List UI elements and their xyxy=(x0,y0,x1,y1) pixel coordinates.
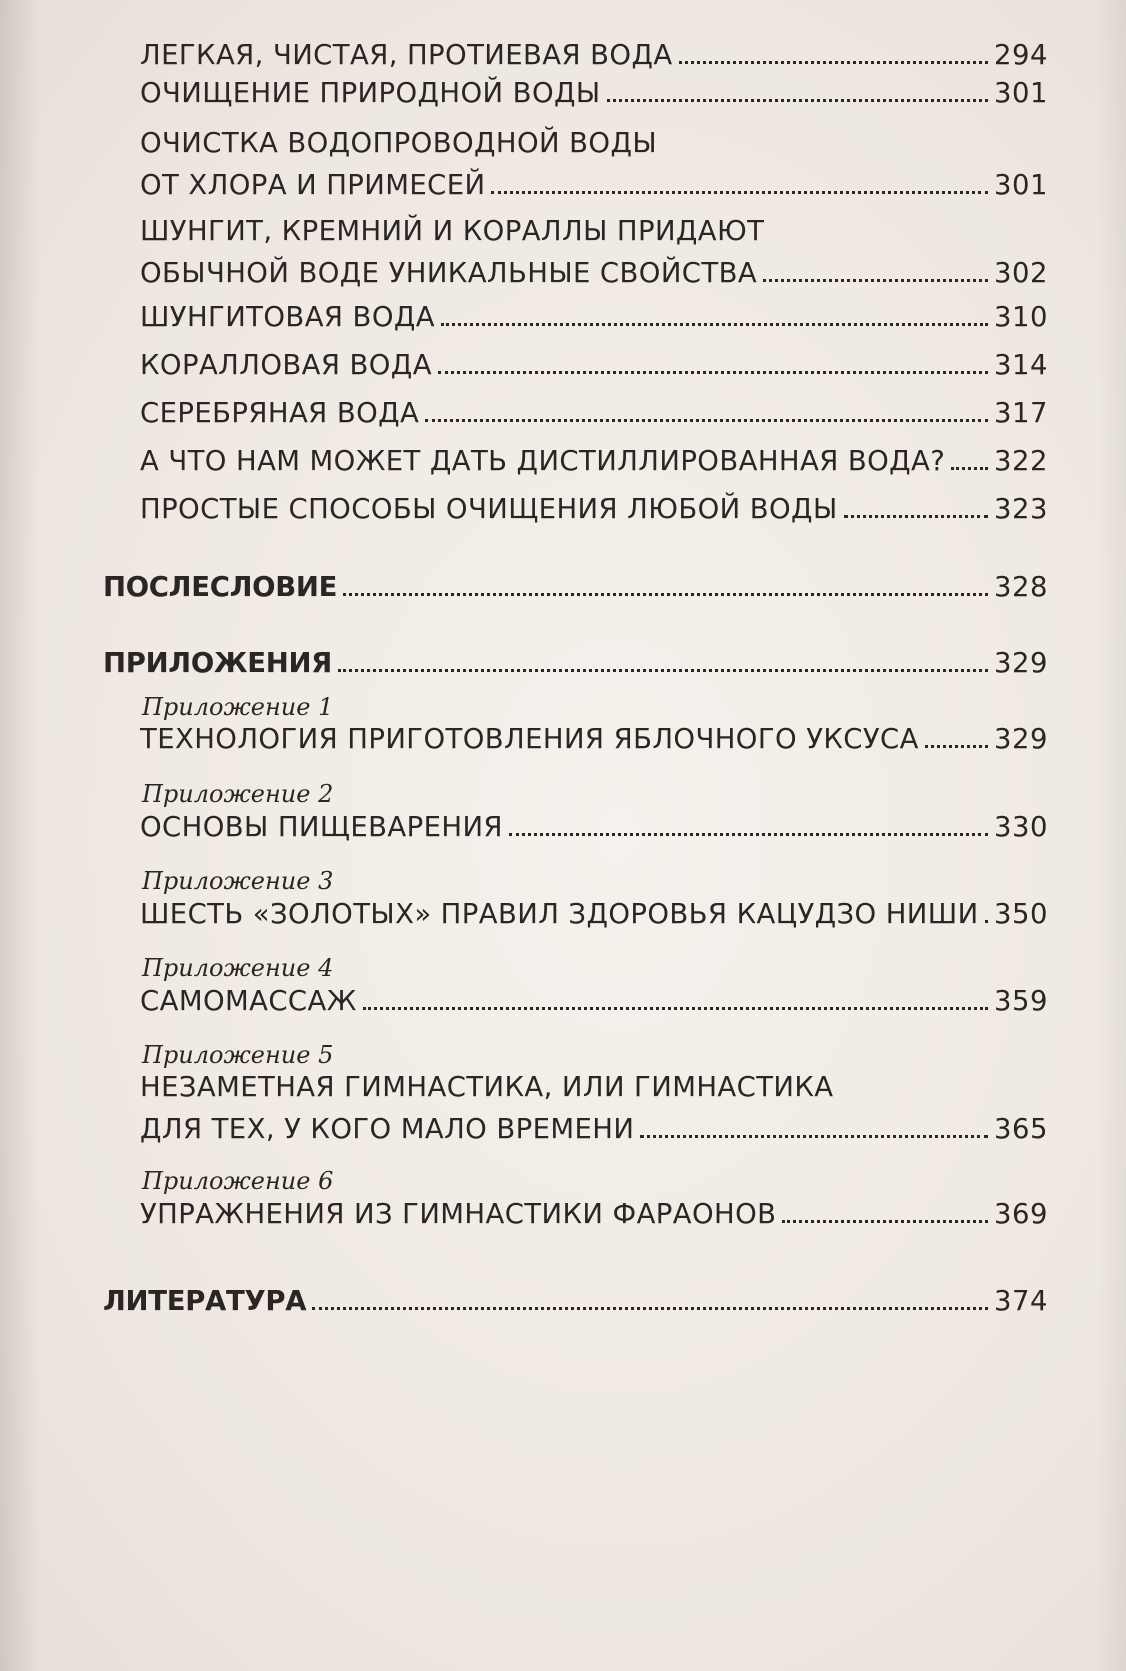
toc-entry-page: 323 xyxy=(994,493,1048,525)
toc-section-page: 374 xyxy=(994,1285,1048,1317)
toc-section-page: 329 xyxy=(994,647,1048,679)
dot-leader xyxy=(312,1303,988,1310)
toc-entry-title: ОСНОВЫ ПИЩЕВАРЕНИЯ xyxy=(140,811,503,843)
toc-entry-page: 301 xyxy=(994,169,1048,201)
toc-section-afterword xyxy=(103,566,1048,608)
toc-entry xyxy=(140,440,1048,482)
toc-entry-page: 294 xyxy=(994,39,1048,71)
dot-leader xyxy=(763,275,988,282)
dot-leader xyxy=(343,589,988,596)
toc-entry-page: 317 xyxy=(994,397,1048,429)
toc-entry-title: ОБЫЧНОЙ ВОДЕ УНИКАЛЬНЫЕ СВОЙСТВА xyxy=(140,257,758,289)
toc-entry xyxy=(140,488,1048,530)
toc-entry xyxy=(140,1066,1048,1150)
toc-entry-title-line1: НЕЗАМЕТНАЯ ГИМНАСТИКА, ИЛИ ГИМНАСТИКА xyxy=(140,1071,834,1103)
toc-entry xyxy=(140,34,1048,76)
toc-entry-title: А ЧТО НАМ МОЖЕТ ДАТЬ ДИСТИЛЛИРОВАННАЯ ВОДА? xyxy=(140,445,946,477)
toc-entry-page: 329 xyxy=(994,723,1048,755)
toc-entry xyxy=(140,980,1048,1022)
appendix-label: Приложение 1 xyxy=(142,693,334,721)
toc-entry-page: 314 xyxy=(994,349,1048,381)
toc-entry-title: ЛЕГКАЯ, ЧИСТАЯ, ПРОТИЕВАЯ ВОДА xyxy=(140,39,673,71)
toc-section-page: 328 xyxy=(994,571,1048,603)
toc-entry xyxy=(140,1193,1048,1235)
dot-leader xyxy=(363,1003,988,1010)
dot-leader xyxy=(509,829,988,836)
dot-leader xyxy=(607,95,988,102)
toc-entry xyxy=(140,718,1048,760)
appendix-label: Приложение 3 xyxy=(142,867,334,895)
dot-leader xyxy=(438,367,988,374)
dot-leader xyxy=(985,916,988,923)
toc-entry-title-line1: ОЧИСТКА ВОДОПРОВОДНОЙ ВОДЫ xyxy=(140,127,657,159)
dot-leader xyxy=(491,187,988,194)
dot-leader xyxy=(640,1131,988,1138)
appendix-label: Приложение 4 xyxy=(142,954,334,982)
appendix-label: Приложение 5 xyxy=(142,1041,334,1069)
toc-entry-page: 365 xyxy=(994,1113,1048,1145)
toc-entry-title-line1: ШУНГИТ, КРЕМНИЙ И КОРАЛЛЫ ПРИДАЮТ xyxy=(140,215,765,247)
toc-section-title: ПОСЛЕСЛОВИЕ xyxy=(103,571,338,603)
toc-entry-title: ДЛЯ ТЕХ, У КОГО МАЛО ВРЕМЕНИ xyxy=(140,1113,635,1145)
dot-leader xyxy=(782,1216,988,1223)
toc-entry xyxy=(140,210,1048,294)
toc-entry-title: ОТ ХЛОРА И ПРИМЕСЕЙ xyxy=(140,169,486,201)
toc-entry xyxy=(140,296,1048,338)
toc-entry xyxy=(140,72,1048,114)
dot-leader xyxy=(844,511,988,518)
toc-section-title: ЛИТЕРАТУРА xyxy=(103,1285,307,1317)
toc-entry-page: 310 xyxy=(994,301,1048,333)
dot-leader xyxy=(679,57,988,64)
toc-entry-title: ОЧИЩЕНИЕ ПРИРОДНОЙ ВОДЫ xyxy=(140,77,601,109)
appendix-label: Приложение 6 xyxy=(142,1167,334,1195)
toc-section-literature xyxy=(103,1280,1048,1322)
toc-entry-page: 330 xyxy=(994,811,1048,843)
toc-section-title: ПРИЛОЖЕНИЯ xyxy=(103,647,333,679)
toc-entry xyxy=(140,893,1048,935)
toc-entry-title: ШЕСТЬ «ЗОЛОТЫХ» ПРАВИЛ ЗДОРОВЬЯ КАЦУДЗО НИШИ xyxy=(140,898,979,930)
dot-leader xyxy=(441,319,988,326)
toc-entry-title: СЕРЕБРЯНАЯ ВОДА xyxy=(140,397,420,429)
dot-leader xyxy=(925,741,988,748)
toc-entry-title: САМОМАССАЖ xyxy=(140,985,357,1017)
toc-entry-page: 369 xyxy=(994,1198,1048,1230)
appendix-label: Приложение 2 xyxy=(142,780,334,808)
toc-entry xyxy=(140,806,1048,848)
toc-entry xyxy=(140,122,1048,206)
toc-entry-page: 301 xyxy=(994,77,1048,109)
dot-leader xyxy=(425,415,988,422)
toc-entry-title: ТЕХНОЛОГИЯ ПРИГОТОВЛЕНИЯ ЯБЛОЧНОГО УКСУСА xyxy=(140,723,919,755)
toc-entry-title: УПРАЖНЕНИЯ ИЗ ГИМНАСТИКИ ФАРАОНОВ xyxy=(140,1198,777,1230)
toc-entry-title: КОРАЛЛОВАЯ ВОДА xyxy=(140,349,432,381)
toc-entry-page: 322 xyxy=(994,445,1048,477)
toc-entry-page: 302 xyxy=(994,257,1048,289)
toc-entry-page: 359 xyxy=(994,985,1048,1017)
toc-entry-title: ПРОСТЫЕ СПОСОБЫ ОЧИЩЕНИЯ ЛЮБОЙ ВОДЫ xyxy=(140,493,838,525)
toc-entry-page: 350 xyxy=(994,898,1048,930)
toc-entry-title: ШУНГИТОВАЯ ВОДА xyxy=(140,301,435,333)
toc-section-appendices xyxy=(103,642,1048,684)
dot-leader xyxy=(951,463,988,470)
toc-entry xyxy=(140,344,1048,386)
toc-entry xyxy=(140,392,1048,434)
dot-leader xyxy=(338,665,988,672)
